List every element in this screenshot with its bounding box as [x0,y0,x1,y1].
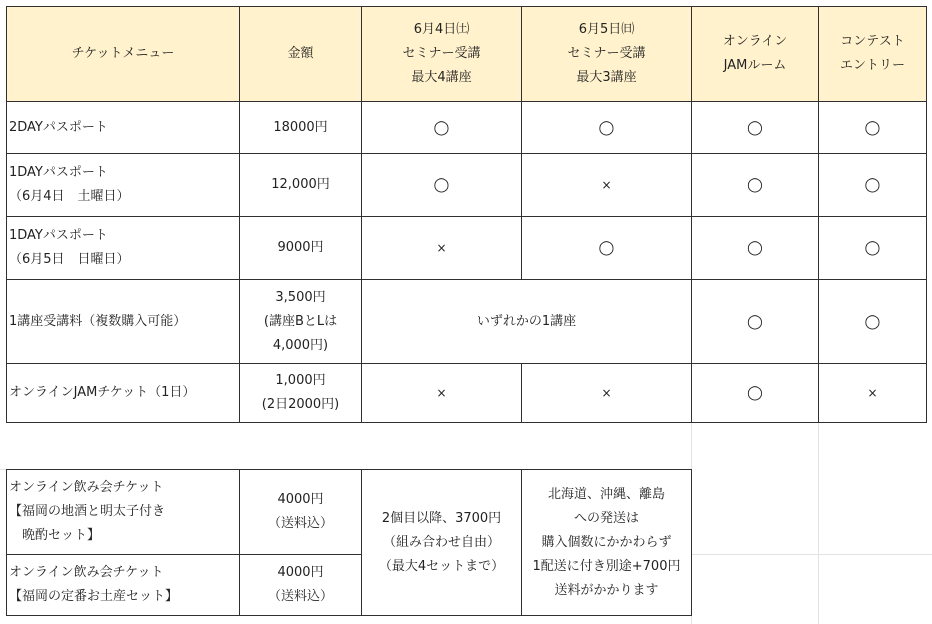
availability-mark: ◯ [692,154,819,217]
ticket-price: 12,000円 [240,154,362,217]
empty-area [692,470,927,616]
table-row [7,102,927,154]
ticket-name: 1DAYパスポート （6月5日 日曜日） [7,217,240,280]
availability-mark: ◯ [362,154,522,217]
availability-mark: ◯ [819,280,927,364]
availability-mark: ◯ [522,217,692,280]
header-price: 金額 [240,7,362,102]
header-row [7,7,927,102]
header-online-jam-room: オンライン JAMルーム [692,7,819,102]
table-row [7,280,927,364]
ticket-price: 18000円 [240,102,362,154]
multi-set-discount-note: 2個目以降、3700円 （組み合わせ自由） （最大4セットまで） [362,470,522,616]
drink-ticket-price: 4000円 （送料込） [240,470,362,555]
drink-ticket-price: 4000円 （送料込） [240,555,362,616]
availability-mark: ◯ [819,154,927,217]
availability-mark: × [522,154,692,217]
availability-mark: × [362,217,522,280]
spacer-cell [7,423,927,470]
table-row [7,364,927,423]
ticket-price: 3,500円 (講座BとLは 4,000円) [240,280,362,364]
header-day1-seminar: 6月4日㈯ セミナー受講 最大4講座 [362,7,522,102]
availability-mark: × [522,364,692,423]
availability-mark: × [362,364,522,423]
ticket-price: 1,000円 (2日2000円) [240,364,362,423]
ticket-name: 1DAYパスポート （6月4日 土曜日） [7,154,240,217]
table-row [7,154,927,217]
availability-mark: × [819,364,927,423]
availability-mark: ◯ [522,102,692,154]
drink-ticket-name: オンライン飲み会チケット 【福岡の地酒と明太子付き 晩酌セット】 [7,470,240,555]
availability-mark: ◯ [819,102,927,154]
ticket-price-table [6,6,927,616]
header-contest-entry: コンテスト エントリー [819,7,927,102]
drink-row [7,470,927,555]
header-ticket-menu: チケットメニュー [7,7,240,102]
ticket-name: 1講座受講料（複数購入可能） [7,280,240,364]
table-row [7,217,927,280]
drink-ticket-name: オンライン飲み会チケット 【福岡の定番お土産セット】 [7,555,240,616]
ticket-price: 9000円 [240,217,362,280]
availability-mark: ◯ [692,102,819,154]
availability-mark: ◯ [819,217,927,280]
ticket-name: オンラインJAMチケット（1日） [7,364,240,423]
availability-mark: ◯ [362,102,522,154]
shipping-note: 北海道、沖縄、離島 への発送は 購入個数にかかわらず 1配送に付き別途+700円 送料がかかります [522,470,692,616]
spacer-row [7,423,927,470]
availability-mark: ◯ [692,217,819,280]
availability-mark: ◯ [692,364,819,423]
seminar-any-one-cell: いずれかの1講座 [362,280,692,364]
ticket-name: 2DAYパスポート [7,102,240,154]
header-day2-seminar: 6月5日㈰ セミナー受講 最大3講座 [522,7,692,102]
availability-mark: ◯ [692,280,819,364]
